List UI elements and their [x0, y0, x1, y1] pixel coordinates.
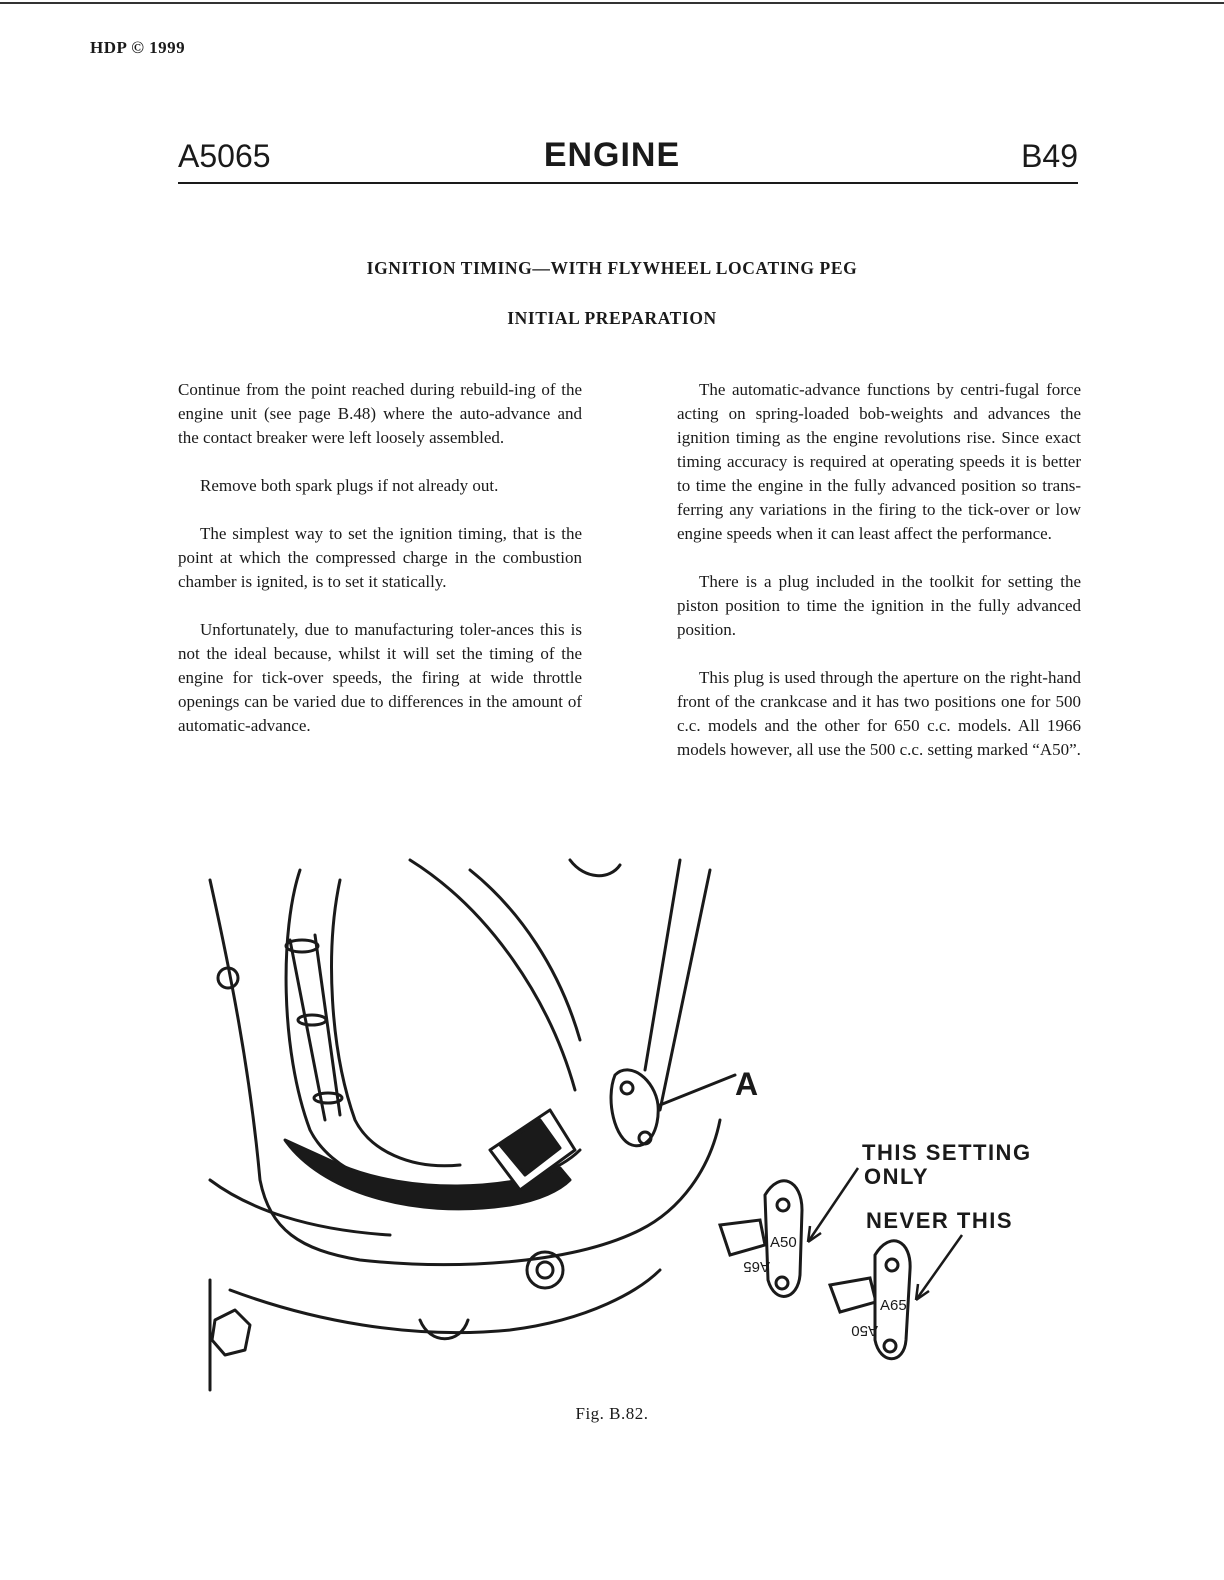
caption-prefix: Fig.: [575, 1404, 605, 1423]
plug1-top-label: A50: [770, 1234, 797, 1251]
right-paragraph-1: The automatic-advance functions by centri-fugal force acting on spring-loaded bob-weights and advances the ignition timing as the engine revolutions rise. Since exact timing accuracy is required at operating speeds it is better to time the engine in the fully advanced position so trans-ferring any variations in the firing to the tick-over or low engine speeds when it can least affect the performance.: [677, 380, 1081, 543]
right-paragraph-2: There is a plug included in the toolkit for setting the piston position to time the ignition in the fully advanced position.: [677, 572, 1081, 639]
top-border-line: [0, 2, 1224, 4]
label-this-setting: THIS SETTING: [862, 1140, 1032, 1165]
copyright-stamp: HDP © 1999: [90, 38, 186, 57]
figure-caption: [0, 1404, 1224, 1424]
section-title: ENGINE: [543, 136, 681, 174]
right-column: [677, 378, 1081, 786]
plug2-top-label: A65: [880, 1297, 907, 1314]
label-only: ONLY: [864, 1164, 930, 1189]
page-code: A5065: [178, 138, 271, 174]
right-paragraph-3: This plug is used through the aperture on the right-hand front of the crankcase and it has two positions one for 500 c.c. models and the other for 650 c.c. models. All 1966 models however, all use the 500 c.c. setting marked “A50”.: [677, 668, 1081, 759]
article-title: IGNITION TIMING—WITH FLYWHEEL LOCATING PEG: [366, 258, 858, 278]
left-paragraph-1: Continue from the point reached during rebuild-ing of the engine unit (see page B.48) where the auto-advance and the contact breaker were left loosely assembled.: [178, 380, 582, 447]
engine-timing-figure: [190, 850, 1090, 1410]
label-a: A: [735, 1066, 759, 1102]
page-number: B49: [1021, 138, 1078, 174]
left-paragraph-2: Remove both spark plugs if not already out.: [200, 476, 499, 495]
plug1-bottom-label: A65: [743, 1258, 770, 1275]
left-paragraph-4: Unfortunately, due to manufacturing toler-ances this is not the ideal because, whilst it will set the timing of the engine for tick-over speeds, the firing at wide throttle openings can be varied due to differences in the amount of automatic-advance.: [178, 620, 582, 735]
label-never-this: NEVER THIS: [866, 1208, 1014, 1233]
header-rule: [178, 182, 1078, 184]
plug2-bottom-label: A50: [851, 1322, 878, 1339]
left-paragraph-3: The simplest way to set the ignition timing, that is the point at which the compressed charge in the combustion chamber is ignited, is to set it statically.: [178, 524, 582, 591]
caption-number: B.82.: [609, 1404, 649, 1423]
article-subtitle: INITIAL PREPARATION: [507, 308, 717, 328]
left-column: [178, 378, 582, 762]
